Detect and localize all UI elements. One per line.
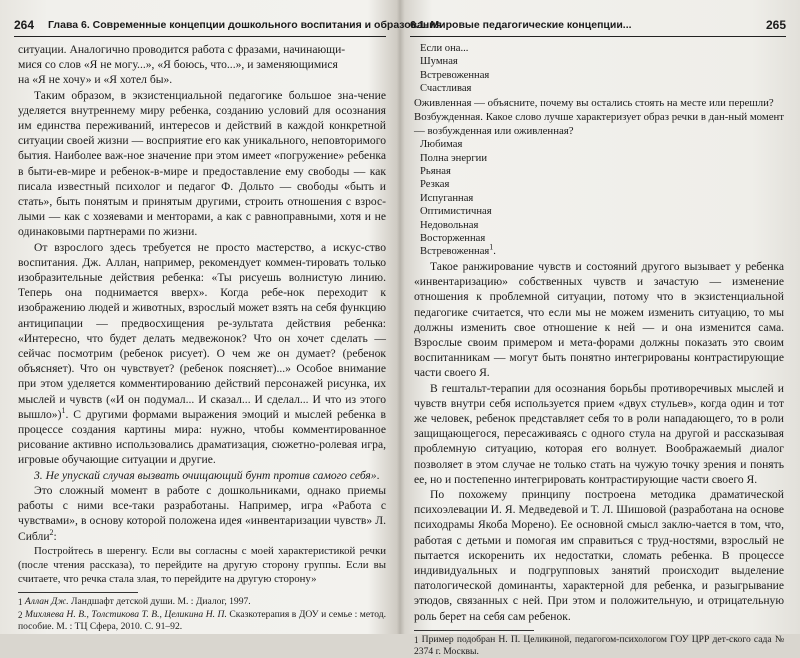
right-footnote-1 — [414, 634, 784, 658]
left-footnote-2-author: Михляева Н. В., Толстикова Т. В., Целикина Н. П. — [25, 608, 227, 620]
list2-item-last-text: Встревоженная — [420, 246, 490, 258]
right-footnote-ref-1: 1 — [489, 242, 494, 252]
question-2: Возбужденная. Какое слово лучше характеризует образ речки в дан-ный момент — возбужденная или оживленная? — [414, 110, 784, 138]
left-paragraph-3 — [18, 240, 386, 468]
left-paragraph-3-text: От взрослого здесь требуется не просто мастерство, а искус-ство воспитания. Дж. Аллан, например, рекомендует коммен-тировать только изобразительные действия ребенка: «Ты рисуешь волнистую линию. Теперь она поднимается вверх». Когда ребе-нок переходит к изображению людей и животных, взрослый может взять на себя функцию антиципации — предвосхищения ре-зультата действия ребенка: «Интересно, что будет делать медвежонок? Что он хочет сделать — сейчас посмотрим (ребенок рисует). О чем же он думает? (ребенок объясняет). Что он чувствует? (ребенок поясняет)...» Особое внимание при этом уделяется комментированию действий персонажей рисунка, их мыслей и чувств («И он подумал... И сказал... И сделал... И что из этого вышло») — [18, 240, 386, 421]
list1-intro: Если она... — [420, 43, 469, 54]
left-item-3 — [18, 468, 386, 483]
list1-item: Встревоженная — [420, 69, 490, 81]
left-paragraph-4-text: Это сложный момент в работе с дошкольниками, однако приемы работы с ними все-таки разработаны. Например, игра «Работа с чувствами», в основу которой положена идея «инвентаризации чувств» Л. Сибли — [18, 483, 386, 543]
right-page-number: 265 — [765, 18, 786, 32]
right-page — [404, 0, 800, 657]
footnote-ref-1: 1 — [61, 406, 66, 416]
list2-item: Рьяная — [420, 166, 451, 178]
right-paragraph-1: Такое ранжирование чувств и состояний другого вызывает у ребенка «инвентаризацию» собственных чувств и зачастую — изменение отношения к проблемной ситуации, потому что в экзистенциальной педагогике считается, что если мы не можем изменить ситуацию, то мы должны изменить свое отношение к ней — и она изменится сама. Взрослые своим примером и мета-форами должны показать это своим воспитанникам — могут быть понятно интегрированы контрастирующие части своего Я. — [414, 259, 784, 380]
right-paragraph-3: По похожему принципу построена методика драматической психоэлевации И. Я. Медведевой и Т. Л. Шишовой (разработана на основе психодрамы Якоба Морено). Ее основной смысл заклю-чается в том, что, работая с детьми и помогая им справиться с труд-ностями, взрослый не пытается искоренить их недостатки, сломать ребенка. В процессе индивидуальных и подгрупповых занятий происходит выделение патологической доминанты, характерной для ребенка, и разыгрывание этюдов, связанных с ней. При этом и положительную, и отрицательную роль берет на себя сам ребенок. — [414, 487, 784, 623]
list2-item: Испуганная — [420, 192, 474, 204]
left-running-header — [14, 14, 442, 37]
left-item-3-tail: . — [376, 468, 380, 482]
left-paragraph-4-tail: : — [53, 529, 57, 543]
left-footnote-1-text: Ландшафт детской души. М. : Диалог, 1997. — [68, 596, 251, 608]
right-running-header — [410, 14, 786, 37]
question-1: Оживленная — объясните, почему вы остались стоять на месте или перешли? — [414, 96, 774, 109]
list2-item: Резкая — [420, 179, 450, 191]
left-footnote-1-number: 1 — [18, 597, 23, 608]
left-line-3: на «Я не хочу» и «Я хотел бы». — [18, 73, 173, 87]
list1-item: Шумная — [420, 56, 458, 68]
right-footnote-1-text: Пример подобран Н. П. Целикиной, педагогом-психологом ГОУ ЦРР дет-ского сада № 2374 г. Москвы. — [414, 633, 784, 657]
right-header-title: 6.1. Мировые педагогические концепции... — [410, 19, 632, 31]
left-item-3-label: 3. Не упускай случая вызвать очищающий бунт против самого себя» — [34, 468, 377, 482]
list2-item: Недовольная — [420, 219, 479, 231]
left-paragraph-3-tail: . С другими формами выражения эмоций и мыслей ребенка в процессе создания картины мира: нужно, чтобы комментированное рисование активно использовались драматизация, сюжетно-ролевая игра, игровые обучающие ситуации и другие. — [18, 407, 386, 467]
left-line-1: ситуации. Аналогично проводится работа с фразами, начинающи- — [18, 43, 346, 56]
right-paragraph-2: В гештальт-терапии для осознания борьбы противоречивых мыслей и чувств внутри себя используется прием «двух стульев», когда один и тот же человек, ребенок представляет себя то в роли нападающего, то в роли защищающегося, пересаживаясь с одного стула на другой и рассказывая проблемную ситуацию, которая его волнует. Воображаемый диалог позволяет в этом случае не только стать на чужую точку зрения и понять ее, но и постепенно интегрировать контрастирующие части своего Я. — [414, 381, 784, 486]
footnote-ref-2: 2 — [49, 527, 54, 537]
left-paragraph-4 — [18, 483, 386, 544]
left-paragraph-5: Постройтесь в шеренгу. Если вы согласны с моей характеристикой речки (после чтения рассказа), то перейдите на другую сторону группы. Если вы считаете, что речка стала злая, то перейдите на другую сторону» — [18, 544, 386, 586]
left-footnote-1 — [18, 596, 386, 608]
right-body — [414, 42, 784, 658]
right-footnote-rule — [414, 630, 534, 631]
left-paragraph-2: Таким образом, в экзистенциальной педагогике большое зна-чение уделяется внутреннему миру ребенка, созданию условий для осознания им единства переживаний, интересов и действий в каждой конкретной ситуации своей жизни — восприятие его как уникального, неповторимого бытия. Наиболее важ-ное значение при этом имеет «погружение» ребенка в быти-ев-мире и ребенок-в-мире и предоставление ему свободы — как писала известный психолог и педагог Ф. Дольто — свободы «быть и стать», быть понятым и принятым другими, строить отношения с взрос-лыми — как с хозяевами и менторами, а как с равноправными, хотя и не одинаковыми партнерами по жизни. — [18, 88, 386, 239]
left-footnote-2-number: 2 — [18, 609, 23, 620]
left-footnote-2-text: Сказкотерапия в ДОУ и семье : метод. пособие. М. : ТЦ Сфера, 2010. С. 91–92. — [18, 608, 386, 632]
right-footnote-1-number: 1 — [414, 634, 419, 645]
left-page-number: 264 — [14, 18, 35, 32]
left-header-title: Глава 6. Современные концепции дошкольного воспитания и образования — [48, 19, 442, 31]
left-footnote-2 — [18, 609, 386, 633]
footnote-rule — [18, 592, 138, 593]
left-footnote-1-author: Аллан Дж. — [24, 596, 69, 608]
list2-item-last-tail: . — [493, 246, 496, 258]
left-body — [18, 42, 386, 633]
list1-item: Счастливая — [420, 83, 472, 95]
list2-item: Любимая — [420, 139, 463, 151]
list2-item: Полна энергии — [420, 152, 488, 164]
list2-item: Оптимистичная — [420, 206, 492, 218]
list2-item-last — [414, 242, 784, 258]
left-line-2: мися со слов «Я не могу...», «Я боюсь, что...», и заменяющимися — [18, 58, 338, 72]
list2-item: Восторженная — [420, 233, 486, 245]
